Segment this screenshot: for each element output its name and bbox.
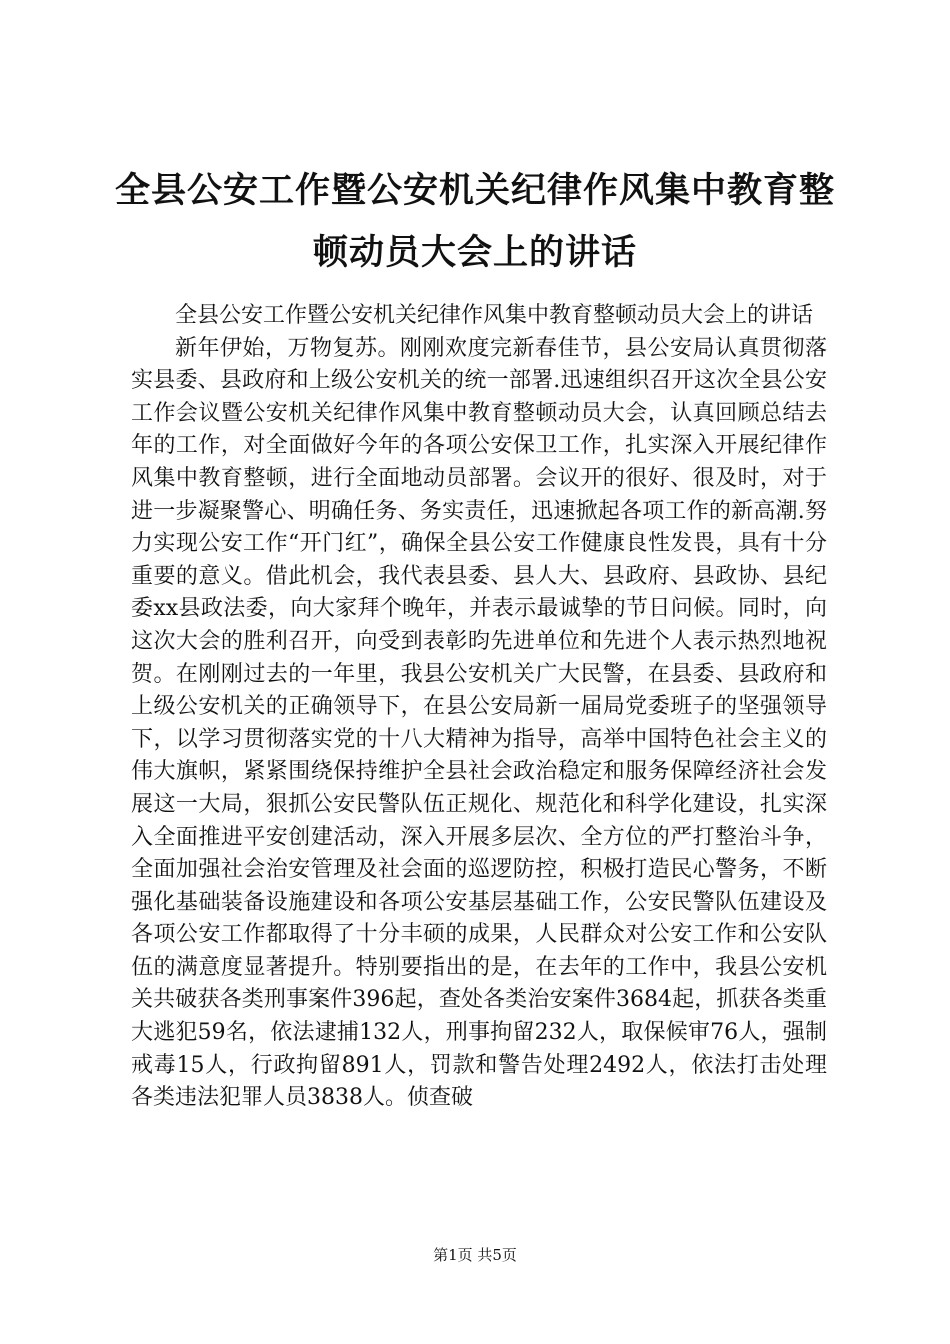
- document-body: [131, 300, 827, 1115]
- subtitle-paragraph: 全县公安工作暨公安机关纪律作风集中教育整顿动员大会上的讲话: [175, 303, 814, 328]
- body-paragraph: 新年伊始，万物复苏。刚刚欢度完新春佳节，县公安局认真贯彻落实县委、县政府和上级公安机关的统一部署.迅速组织召开这次全县公安工作会议暨公安机关纪律作风集中教育整顿动员大会，认真回顾总结去年的工作，对全面做好今年的各项公安保卫工作，扎实深入开展纪律作风集中教育整顿，进行全面地动员部署。会议开的很好、很及时，对于进一步凝聚警心、明确任务、务实责任，迅速掀起各项工作的新高潮.努力实现公安工作“开门红”，确保全县公安工作健康良性发畏，具有十分重要的意义。借此机会，我代表县委、县人大、县政府、县政协、县纪委xx县政法委，向大家拜个晚年，并表示最诚挚的节日问候。同时，向这次大会的胜利召开，向受到表彰昀先进单位和先进个人表示热烈地祝贺。在刚刚过去的一年里，我县公安机关广大民警，在县委、县政府和上级公安机关的正确领导下，在县公安局新一届局党委班子的坚强领导下，以学习贯彻落实党的十八大精神为指导，高举中国特色社会主义的伟大旗帜，紧紧围绕保持维护全县社会政治稳定和服务保障经济社会发展这一大局，狠抓公安民警队伍正规化、规范化和科学化建设，扎实深入全面推进平安创建活动，深入开展多层次、全方位的严打整治斗争，全面加强社会治安管理及社会面的巡逻防控，积极打造民心警务，不断强化基础装备设施建设和各项公安基层基础工作，公安民警队伍建设及各项公安工作都取得了十分丰硕的成果，人民群众对公安工作和公安队伍的满意度显著提升。特别要指出的是，在去年的工作中，我县公安机关共破获各类刑事案件396起，查处各类治安案件3684起，抓获各类重大逃犯59名，依法逮捕132人，刑事拘留232人，取保候审76人，强制戒毒15人，行政拘留891人，罚款和警告处理2492人，依法打击处理各类违法犯罪人员3838人。侦查破: [131, 335, 827, 1111]
- title-line-2: 顿动员大会上的讲话: [312, 233, 637, 273]
- title-line-1: 全县公安工作暨公安机关纪律作风集中教育整: [114, 171, 835, 211]
- document-title: [100, 160, 850, 284]
- page-footer: 第1页 共5页: [433, 1246, 517, 1264]
